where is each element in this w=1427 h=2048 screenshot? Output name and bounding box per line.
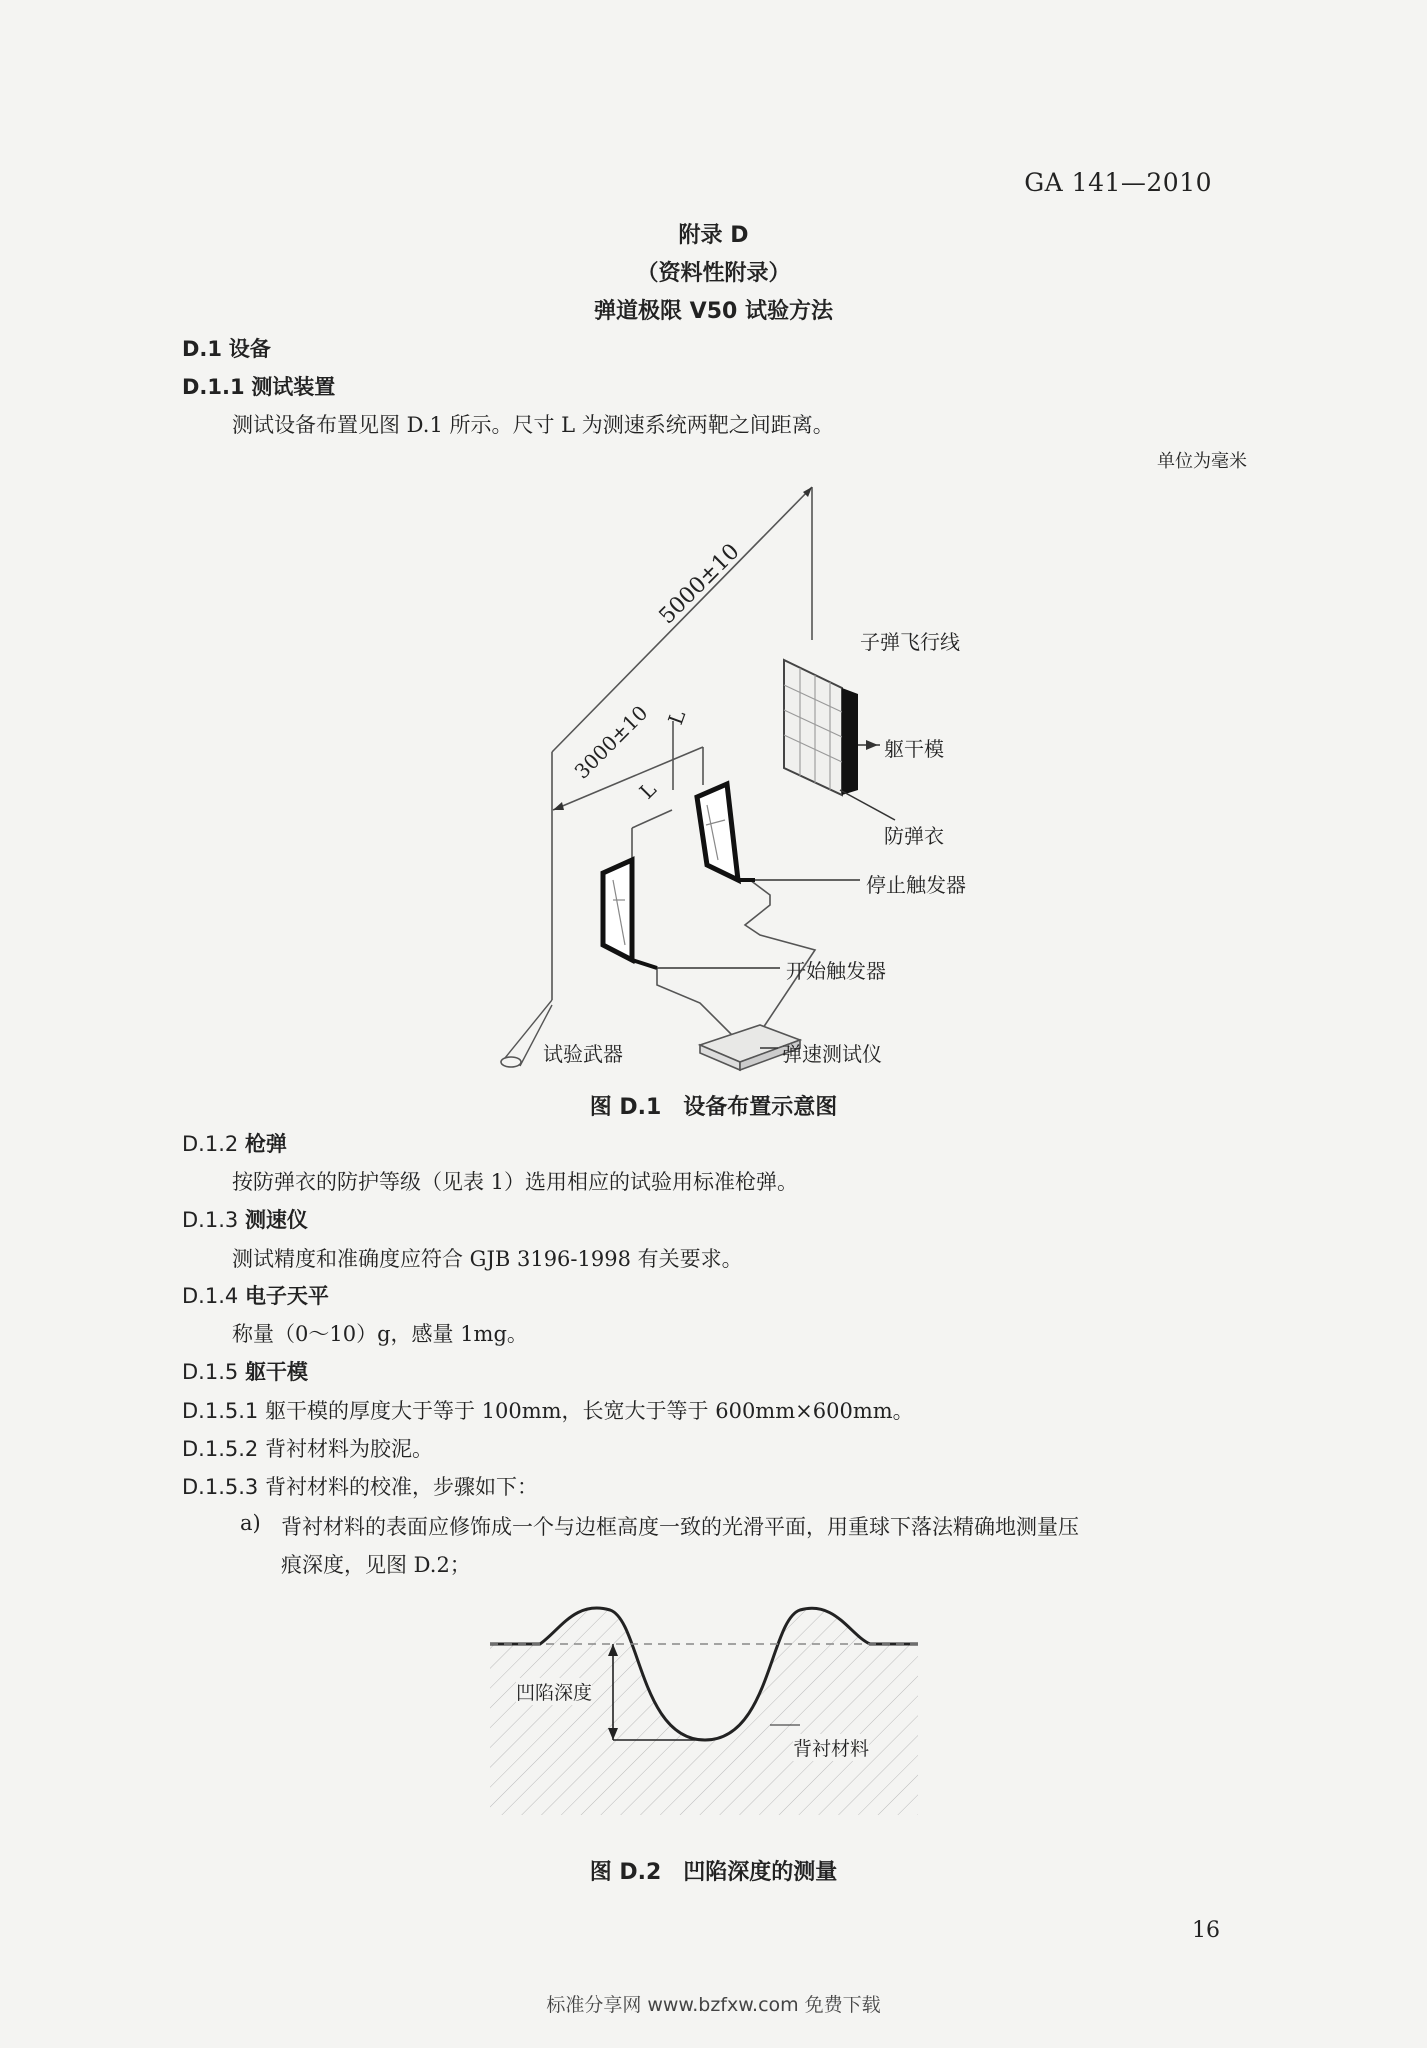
label-vest: 防弹衣: [884, 824, 944, 848]
section-number: D.1.3: [182, 1208, 239, 1232]
label-stop-trigger: 停止触发器: [866, 873, 966, 897]
page-number: 16: [1192, 1918, 1220, 1943]
backing-hatch: [490, 1608, 918, 1815]
section-title: 枪弹: [244, 1132, 287, 1156]
section-title: 测试装置: [251, 375, 336, 399]
item-a-line2: 痕深度，见图 D.2；: [281, 1553, 471, 1577]
section-number: D.1: [182, 337, 223, 361]
item-a-marker: a): [240, 1511, 261, 1535]
appendix-label: 附录 D: [678, 223, 749, 248]
section-text: 背衬材料为胶泥。: [264, 1437, 433, 1461]
label-torso: 躯干模: [884, 737, 944, 761]
section-title: 躯干模: [244, 1360, 308, 1384]
figure-d2-caption: 图 D.2 凹陷深度的测量: [589, 1860, 838, 1885]
figure-d1-caption: 图 D.1 设备布置示意图: [589, 1095, 838, 1120]
section-title: 设备: [228, 337, 271, 361]
section-text: 躯干模的厚度大于等于 100mm，长宽大于等于 600mm×600mm。: [264, 1399, 914, 1423]
section-number: D.1.5: [182, 1360, 239, 1384]
section-number: D.1.2: [182, 1132, 239, 1156]
label-chronograph: 弹速测试仪: [782, 1042, 882, 1066]
section-d14-text: 称量（0～10）g，感量 1mg。: [232, 1322, 528, 1346]
label-depth: 凹陷深度: [516, 1678, 592, 1705]
section-d11-text: 测试设备布置见图 D.1 所示。尺寸 L 为测速系统两靶之间距离。: [232, 413, 834, 437]
section-number: D.1.5.2: [182, 1437, 259, 1461]
dim-5000-label: 5000±10: [654, 539, 745, 630]
item-a-line1: 背衬材料的表面应修饰成一个与边框高度一致的光滑平面，用重球下落法精确地测量压: [281, 1515, 1079, 1539]
label-flight-line: 子弹飞行线: [860, 630, 960, 654]
section-text: 背衬材料的校准，步骤如下：: [264, 1475, 538, 1499]
appendix-title: 弹道极限 V50 试验方法: [594, 299, 833, 324]
section-number: D.1.1: [182, 375, 245, 399]
footer-watermark: 标准分享网 www.bzfxw.com 免费下载: [546, 1994, 881, 2016]
section-number: D.1.5.1: [182, 1399, 259, 1423]
section-title: 测速仪: [244, 1208, 308, 1232]
standard-number: GA 141—2010: [1024, 168, 1212, 197]
dim-l1-label: L: [663, 707, 691, 728]
label-backing: 背衬材料: [793, 1734, 869, 1761]
section-d12-text: 按防弹衣的防护等级（见表 1）选用相应的试验用标准枪弹。: [232, 1170, 799, 1194]
label-weapon: 试验武器: [543, 1042, 623, 1066]
appendix-nature: （资料性附录）: [636, 261, 791, 286]
section-d13-text: 测试精度和准确度应符合 GJB 3196-1998 有关要求。: [232, 1247, 743, 1271]
dim-l2-label: L: [634, 777, 661, 804]
section-number: D.1.4: [182, 1284, 239, 1308]
dim-3000-label: 3000±10: [569, 700, 653, 784]
section-number: D.1.5.3: [182, 1475, 259, 1499]
label-start-trigger: 开始触发器: [786, 959, 886, 983]
section-title: 电子天平: [244, 1284, 329, 1308]
unit-note: 单位为毫米: [1157, 451, 1247, 472]
